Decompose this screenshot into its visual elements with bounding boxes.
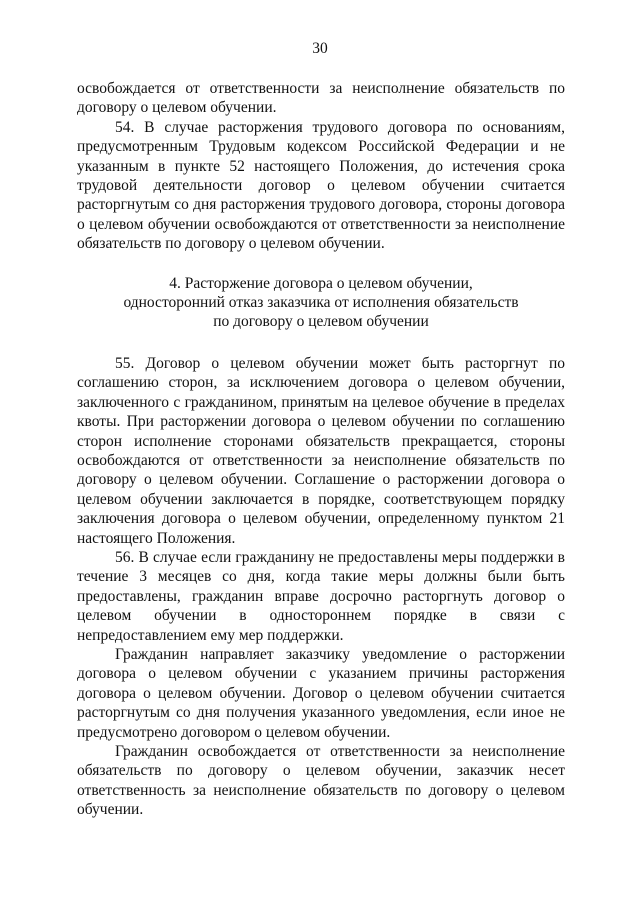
paragraph-continuation: освобождается от ответственности за неисполнение обязательств по договору о целевом обучении.: [77, 80, 565, 117]
document-body: [77, 79, 565, 820]
paragraph-notification: Гражданин направляет заказчику уведомление о расторжении договора о целевом обучении с указанием причины расторжения договора о целевом обучении. Договор о целевом обучении считается расторгнутым со дня получения указанного уведомления, если иное не предусмотрено договором о целевом обучении.: [77, 645, 565, 741]
section-heading: [77, 274, 565, 332]
paragraph-56: 56. В случае если гражданину не предоставлены меры поддержки в течение 3 месяцев со дня, когда такие меры должны были быть предоставлены, гражданин вправе досрочно расторгнуть договор о целевом обучении в одностороннем порядке в связи с непредоставлением ему мер поддержки.: [77, 548, 565, 644]
section-heading-line: по договору о целевом обучении: [213, 313, 429, 331]
paragraph-54: 54. В случае расторжения трудового договора по основаниям, предусмотренным Трудовым кодексом Российской Федерации и не указанным в пункте 52 настоящего Положения, до истечения срока трудовой деятельности договор о целевом обучении считается расторгнутым со дня расторжения трудового договора, стороны договора о целевом обучении освобождаются от ответственности за неисполнение обязательств по договору о целевом обучении.: [77, 118, 565, 253]
page-number: 30: [312, 40, 328, 57]
paragraph-liability: Гражданин освобождается от ответственности за неисполнение обязательств по договору о целевом обучении, заказчик несет ответственность за неисполнение обязательств по договору о целевом обучении.: [77, 743, 565, 819]
section-heading-line: односторонний отказ заказчика от исполнения обязательств: [123, 294, 519, 312]
section-heading-line: 4. Расторжение договора о целевом обучении,: [169, 274, 473, 292]
paragraph-55: 55. Договор о целевом обучении может быть расторгнут по соглашению сторон, за исключением договора о целевом обучении, заключенного с гражданином, принятым на целевое обучение в пределах квоты. При расторжении договора о целевом обучении по соглашению сторон исполнение сторонами обязательств прекращается, стороны освобождаются от ответственности за неисполнение обязательств по договору о целевом обучении. Соглашение о расторжении договора о целевом обучении заключается в порядке, соответствующем порядку заключения договора о целевом обучении, определенному пунктом 21 настоящего Положения.: [77, 354, 565, 547]
